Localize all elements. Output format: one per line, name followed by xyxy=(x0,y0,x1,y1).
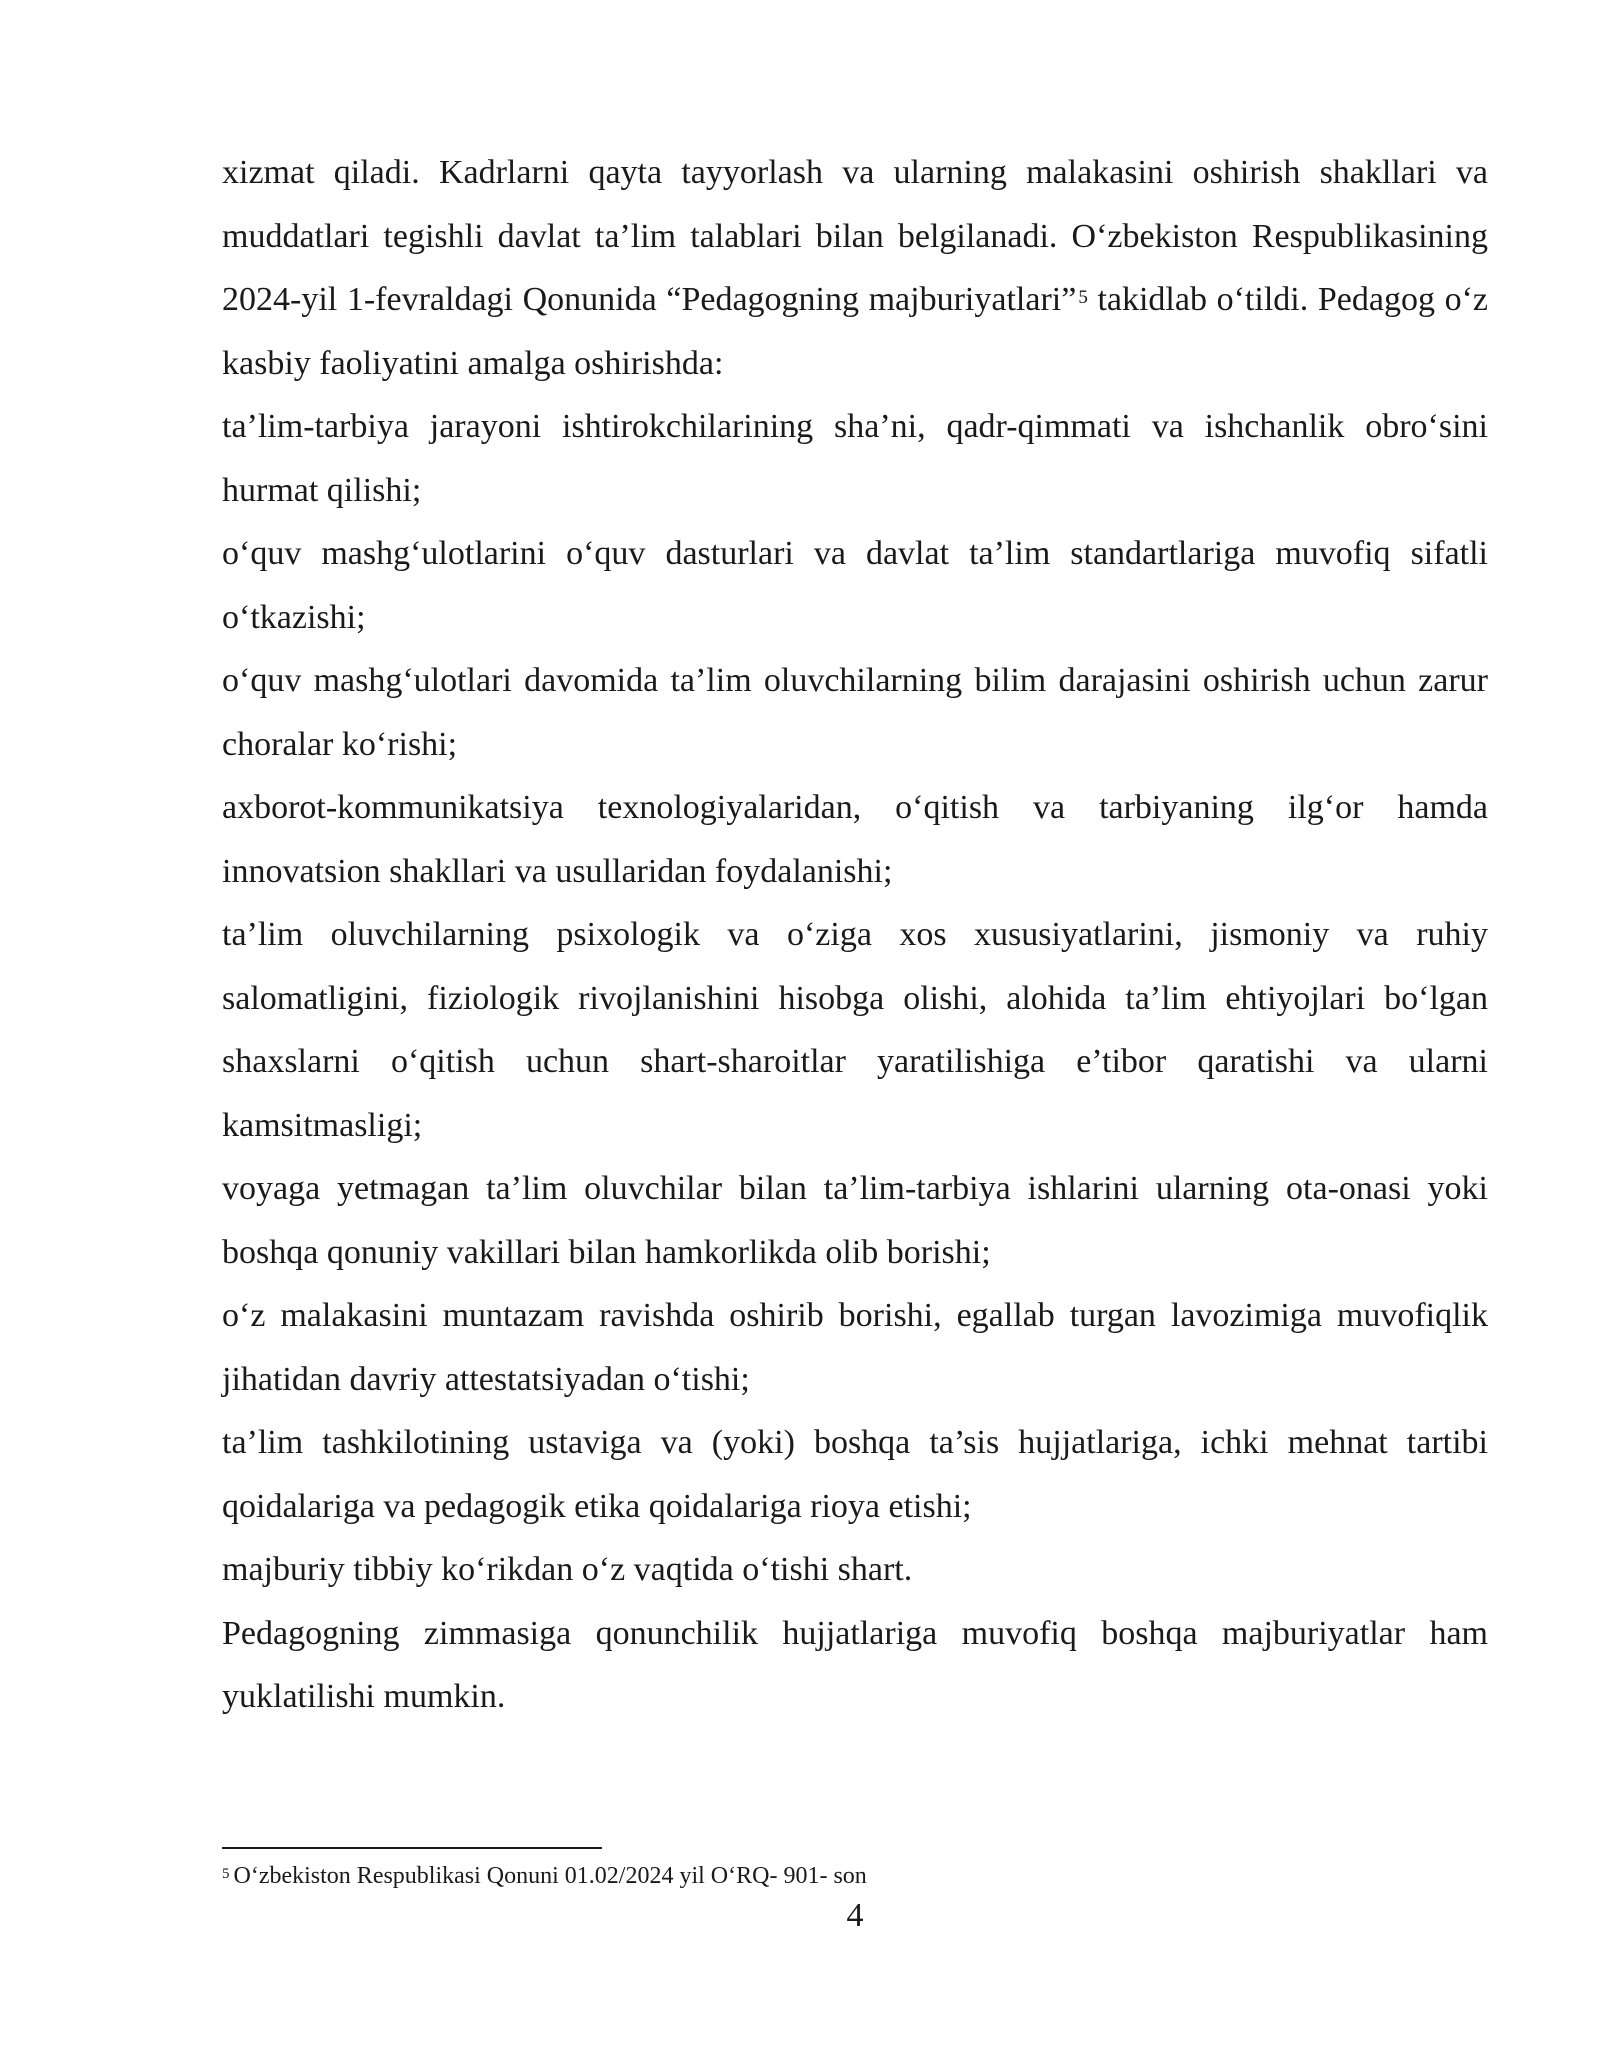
intro-text-continued: takidlab o‘tildi. Pedagog o‘z kasbiy faoliyatini amalga oshirishda: xyxy=(222,281,1488,382)
paragraph-6: voyaga yetmagan ta’lim oluvchilar bilan ta’lim-tarbiya ishlarini ularning ota-onasi yoki boshqa qonuniy vakillari bilan hamkorlikda olib borishi; xyxy=(222,1170,1488,1271)
paragraph-5: ta’lim oluvchilarning psixologik va o‘ziga xos xususiyatlarini, jismoniy va ruhiy salomatligini, fiziologik rivojlanishini hisobga olishi, alohida ta’lim ehtiyojlari bo‘lgan shaxslarni o‘qitish uchun shart-sharoitlar yaratilishiga e’tibor qaratishi va ularni kamsitmasligi; xyxy=(222,916,1488,1144)
paragraph-8: ta’lim tashkilotining ustaviga va (yoki) boshqa ta’sis hujjatlariga, ichki mehnat tartibi qoidalariga va pedagogik etika qoidalariga rioya etishi; xyxy=(222,1424,1488,1525)
paragraph-1: ta’lim-tarbiya jarayoni ishtirokchilarining sha’ni, qadr-qimmati va ishchanlik obro‘sini hurmat qilishi; xyxy=(222,408,1488,509)
footnote xyxy=(222,1860,1488,1892)
footnote-text: O‘zbekiston Respublikasi Qonuni 01.02/2024 yil O‘RQ- 901- son xyxy=(233,1863,867,1889)
footnote-separator xyxy=(222,1847,602,1849)
paragraph-9: majburiy tibbiy ko‘rikdan o‘z vaqtida o‘tishi shart. xyxy=(222,1551,913,1588)
intro-text: xizmat qiladi. Kadrlarni qayta tayyorlash va ularning malakasini oshirish shakllari va muddatlari tegishli davlat ta’lim talablari bilan belgilanadi. O‘zbekiston Respublikasining 2024-yil 1-fevraldagi Qonunida “Pedagogning majburiyatlari” xyxy=(222,154,1488,318)
intro-paragraph xyxy=(222,141,1488,395)
paragraph-4: axborot-kommunikatsiya texnologiyalaridan, o‘qitish va tarbiyaning ilg‘or hamda innovatsion shakllari va usullaridan foydalanishi; xyxy=(222,789,1488,890)
body-text xyxy=(222,141,1488,1729)
paragraph-10: Pedagogning zimmasiga qonunchilik hujjatlariga muvofiq boshqa majburiyatlar ham yuklatilishi mumkin. xyxy=(222,1614,1488,1715)
paragraph-3: o‘quv mashg‘ulotlari davomida ta’lim oluvchilarning bilim darajasini oshirish uchun zarur choralar ko‘rishi; xyxy=(222,662,1488,763)
paragraph-7: o‘z malakasini muntazam ravishda oshirib borishi, egallab turgan lavozimiga muvofiqlik jihatidan davriy attestatsiyadan o‘tishi; xyxy=(222,1297,1488,1398)
paragraph-2: o‘quv mashg‘ulotlarini o‘quv dasturlari va davlat ta’lim standartlariga muvofiq sifatli o‘tkazishi; xyxy=(222,535,1488,636)
page-number: 4 xyxy=(846,1897,864,1934)
footnote-mark: 5 xyxy=(222,1866,230,1882)
footnote-reference[interactable]: 5 xyxy=(1078,287,1088,308)
